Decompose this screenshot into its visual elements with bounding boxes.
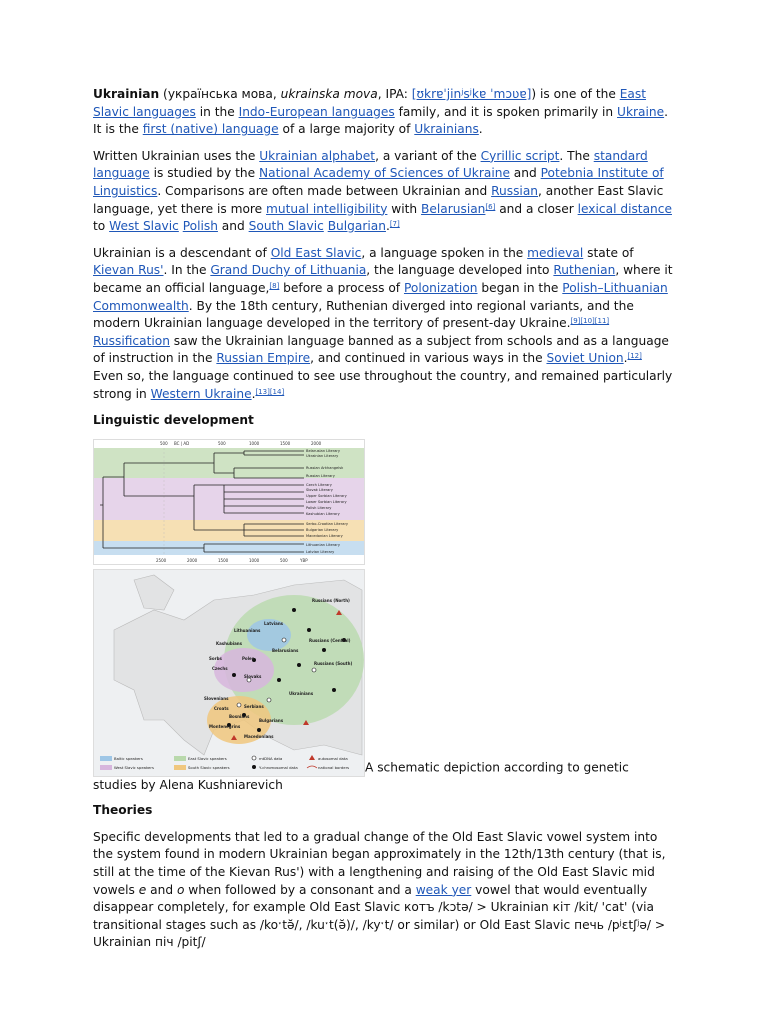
transliteration: ukrainska mova bbox=[280, 87, 378, 101]
link-medieval[interactable]: medieval bbox=[527, 245, 584, 260]
link-old-east-slavic[interactable]: Old East Slavic bbox=[270, 245, 362, 260]
map-label-sorbs: Sorbs bbox=[209, 655, 222, 661]
legend-national-borders: national borders bbox=[318, 764, 350, 770]
map-label-lithuanians: Lithuanians bbox=[234, 627, 261, 633]
link-russian-empire[interactable]: Russian Empire bbox=[216, 351, 311, 366]
link-cyrillic-script[interactable]: Cyrillic script bbox=[480, 148, 560, 163]
legend-mtdna: mtDNA data bbox=[259, 755, 283, 761]
link-south-slavic[interactable]: South Slavic bbox=[248, 219, 324, 234]
bottom-tick-5: YBP bbox=[300, 557, 308, 563]
link-weak-yer[interactable]: weak yer bbox=[415, 882, 472, 897]
top-tick-2: 500 bbox=[218, 440, 226, 446]
map-label-czechs: Czechs bbox=[212, 665, 228, 671]
paragraph-intro: Ukrainian (українська мова, ukrainska mova, IPA: [ʊkrɐˈjinʲsʲkɐ ˈmɔʋɐ]) is one of the East Slavic languages in the Indo-European languages family, and it is spoken primarily in Ukraine. It is the first (native) language of a large majority of Ukrainians. bbox=[93, 87, 668, 137]
map-figure bbox=[93, 569, 675, 795]
top-tick-1: BC | AD bbox=[174, 440, 190, 446]
map-label-russians-north: Russians (North) bbox=[312, 597, 350, 603]
link-ukrainian-alphabet[interactable]: Ukrainian alphabet bbox=[259, 148, 376, 163]
map-label-russians-central: Russians (Central) bbox=[309, 637, 351, 643]
map-label-slovaks: Slovaks bbox=[244, 673, 262, 679]
legend-west-slavic: West Slavic speakers bbox=[114, 764, 154, 770]
link-east-slavic[interactable]: East Slavic languages bbox=[93, 87, 647, 119]
bottom-tick-2: 1500 bbox=[218, 557, 229, 563]
article-body bbox=[93, 86, 675, 961]
figure-caption: A schematic depiction according to genetic studies by Alena Kushniarevich bbox=[93, 760, 629, 792]
link-western-ukraine[interactable]: Western Ukraine bbox=[150, 386, 252, 401]
bottom-tick-0: 2500 bbox=[156, 557, 167, 563]
leaf-russian-arkhangelsk: Russian Arkhangelsk bbox=[306, 465, 344, 470]
link-ukrainians[interactable]: Ukrainians bbox=[414, 122, 479, 137]
map-label-poles: Poles bbox=[242, 655, 255, 661]
link-mutual-intelligibility[interactable]: mutual intelligibility bbox=[266, 201, 388, 216]
heading-theories: Theories bbox=[93, 803, 153, 818]
term-ukrainian: Ukrainian bbox=[93, 87, 160, 101]
map-label-slovenians: Slovenians bbox=[204, 695, 229, 701]
leaf-serbo-croatian: Serbo-Croatian Literary bbox=[306, 521, 349, 526]
leaf-macedonian: Macedonian Literary bbox=[306, 533, 343, 538]
link-polish[interactable]: Polish bbox=[182, 219, 218, 234]
leaf-kashubian: Kashubian Literary bbox=[306, 511, 340, 516]
legend-baltic: Baltic speakers bbox=[114, 755, 143, 761]
link-belarusian[interactable]: Belarusian bbox=[421, 201, 486, 216]
leaf-upper-sorbian: Upper Sorbian Literary bbox=[306, 493, 347, 498]
link-polish-lithuanian-commonwealth[interactable]: Polish–Lithuanian Commonwealth bbox=[93, 280, 668, 313]
top-tick-3: 1000 bbox=[249, 440, 260, 446]
map-label-macedonians: Macedonians bbox=[244, 733, 274, 739]
citation-8[interactable]: [8] bbox=[269, 281, 280, 290]
map-label-croats: Croats bbox=[214, 705, 229, 711]
link-bulgarian[interactable]: Bulgarian bbox=[327, 219, 386, 234]
top-tick-5: 2000 bbox=[311, 440, 322, 446]
link-lexical-distance[interactable]: lexical distance bbox=[577, 201, 672, 216]
link-polonization[interactable]: Polonization bbox=[403, 280, 478, 295]
map-label-ukrainians: Ukrainians bbox=[289, 690, 314, 696]
bottom-tick-1: 2000 bbox=[187, 557, 198, 563]
paragraph-history: Ukrainian is a descendant of Old East Slavic, a language spoken in the medieval state of Kievan Rus'. In the Grand Duchy of Lithuania, the language developed into Ruthenian, where it became an official language,[8] before a process of Polonization began in the Polish–Lithuanian Commonwealth. By the 18th century, Ruthenian diverged into regional variants, and the modern Ukrainian language developed in the territory of present-day Ukraine.[9][10][11] Russification saw the Ukrainian language banned as a subject from schools and as a language of instruction in the Russian Empire, and continued in various ways in the Soviet Union.[12] Even so, the language continued to see use throughout the country, and remained particularly strong in Western Ukraine.[13][14] bbox=[93, 245, 673, 401]
leaf-czech: Czech Literary bbox=[306, 482, 332, 487]
link-standard-language[interactable]: standard language bbox=[93, 148, 648, 181]
link-west-slavic[interactable]: West Slavic bbox=[109, 219, 179, 234]
leaf-bulgarian: Bulgarian Literary bbox=[306, 527, 339, 532]
citation-9-10-11[interactable]: [9][10][11] bbox=[570, 317, 610, 326]
phylogenetic-tree-image bbox=[93, 439, 365, 565]
map-label-belarusians: Belarusians bbox=[272, 647, 299, 653]
leaf-russian-literary: Russian Literary bbox=[306, 473, 335, 478]
citation-6[interactable]: [6] bbox=[485, 202, 496, 211]
top-tick-4: 1500 bbox=[280, 440, 291, 446]
leaf-ukrainian: Ukrainian Literary bbox=[306, 453, 339, 458]
map-label-kashubians: Kashubians bbox=[216, 640, 243, 646]
link-kievan-rus[interactable]: Kievan Rus' bbox=[93, 263, 164, 278]
map-label-montenegrins: Montenegrins bbox=[209, 723, 241, 729]
link-soviet-union[interactable]: Soviet Union bbox=[546, 351, 624, 366]
legend-autosomal: autosomal data bbox=[318, 755, 348, 761]
link-indo-european[interactable]: Indo-European languages bbox=[238, 104, 395, 119]
heading-linguistic-development: Linguistic development bbox=[93, 413, 254, 428]
citation-12[interactable]: [12] bbox=[627, 352, 642, 361]
citation-7[interactable]: [7] bbox=[389, 220, 400, 229]
legend-y-chromosomal: Y-chromosomal data bbox=[259, 764, 298, 770]
bottom-tick-4: 500 bbox=[280, 557, 288, 563]
link-first-language[interactable]: first (native) language bbox=[142, 122, 279, 137]
paragraph-written: Written Ukrainian uses the Ukrainian alphabet, a variant of the Cyrillic script. The standard language is studied by the National Academy of Sciences of Ukraine and Potebnia Institute of Linguistics. Comparisons are often made between Ukrainian and Russian, another East Slavic language, yet there is more mutual intelligibility with Belarusian[6] and a closer lexical distance to West Slavic Polish and South Slavic Bulgarian.[7] bbox=[93, 148, 672, 234]
map-label-bosnians: Bosnians bbox=[229, 713, 250, 719]
link-ukraine[interactable]: Ukraine bbox=[617, 104, 665, 119]
map-label-bulgarians: Bulgarians bbox=[259, 717, 284, 723]
legend-east-slavic: East Slavic speakers bbox=[188, 755, 227, 761]
link-russian[interactable]: Russian bbox=[491, 183, 539, 198]
map-label-russians-south: Russians (South) bbox=[314, 660, 353, 666]
leaf-latvian: Latvian Literary bbox=[306, 549, 335, 554]
link-potebnia[interactable]: Potebnia Institute of Linguistics bbox=[93, 166, 664, 198]
map-label-latvians: Latvians bbox=[264, 620, 284, 626]
citation-13-14[interactable]: [13][14] bbox=[255, 387, 285, 396]
leaf-polish: Polish Literary bbox=[306, 505, 332, 510]
link-ruthenian[interactable]: Ruthenian bbox=[553, 263, 616, 278]
map-label-serbians: Serbians bbox=[244, 703, 264, 709]
native-name: українська мова bbox=[167, 87, 273, 101]
genetic-map-image bbox=[93, 569, 365, 777]
link-grand-duchy-lithuania[interactable]: Grand Duchy of Lithuania bbox=[210, 263, 367, 278]
legend-south-slavic: South Slavic speakers bbox=[188, 764, 230, 770]
top-tick-0: 500 bbox=[160, 440, 168, 446]
leaf-slovak: Slovak Literary bbox=[306, 487, 333, 492]
leaf-lower-sorbian: Lower Sorbian Literary bbox=[306, 499, 347, 504]
link-nasu[interactable]: National Academy of Sciences of Ukraine bbox=[259, 166, 510, 181]
paragraph-theories: Specific developments that led to a gradual change of the Old East Slavic vowel system into the system found in modern Ukrainian began approximately in the 12th/13th century (that is, still at the time of the Kievan Rus') with a lengthening and raising of the Old East Slavic mid vowels e and o when followed by a consonant and a weak yer vowel that would eventually disappear completely, for example Old East Slavic котъ /kɔtə/ > Ukrainian кіт /kit/ 'cat' (via transitional stages such as /koˑtə̆/, /kuˑt(ə̆)/, /kyˑt/ or similar) or Old East Slavic печь /pʲɛtʃʲə/ > Ukrainian піч /pitʃ/ bbox=[93, 829, 666, 950]
leaf-belarusian: Belarusian Literary bbox=[306, 448, 341, 453]
link-russification[interactable]: Russification bbox=[93, 333, 170, 348]
ipa-label: IPA: bbox=[385, 87, 408, 101]
bottom-tick-3: 1000 bbox=[249, 557, 260, 563]
leaf-lithuanian: Lithuanian Literary bbox=[306, 542, 340, 547]
ipa-link[interactable]: [ʊkrɐˈjinʲsʲkɐ ˈmɔʋɐ] bbox=[411, 87, 532, 101]
